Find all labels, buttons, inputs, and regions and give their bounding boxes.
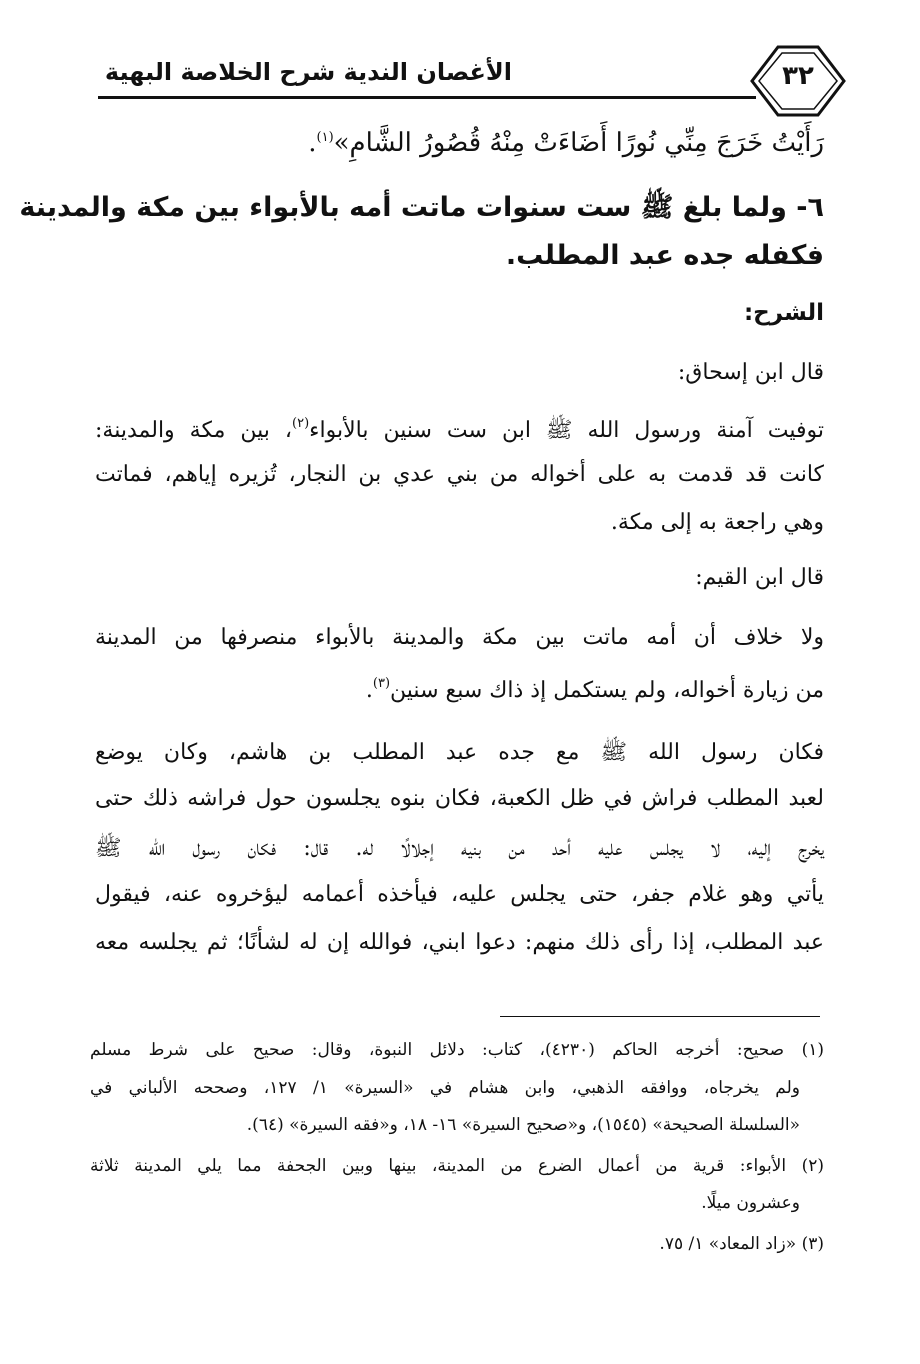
paragraph-line: عبد المطلب، إذا رأى ذلك منهم: دعوا ابني، فوالله إن له لشأنًا؛ ثم يجلسه معه <box>95 930 824 955</box>
verse-text: رَأَيْتُ خَرَجَ مِنِّي نُورًا أَضَاءَتْ مِنْهُ قُصُورُ الشَّامِ» <box>333 128 824 158</box>
footnote-ref-3[interactable]: (٣) <box>372 676 391 691</box>
book-title: الأغصان الندية شرح الخلاصة البهية <box>104 58 512 86</box>
footnote-ref-2[interactable]: (٢) <box>292 416 310 431</box>
verse-end: . <box>308 128 317 158</box>
paragraph-line: فكان رسول الله ﷺ مع جده عبد المطلب بن هاشم، وكان يوضع <box>95 740 824 765</box>
quote2-line-2 <box>366 676 824 703</box>
footnote-separator <box>500 1016 820 1017</box>
footnote-2-line-2: وعشرون ميلًا. <box>701 1193 800 1213</box>
footnote-3-line-1: (٣) «زاد المعاد» ١/ ٧٥. <box>659 1234 824 1254</box>
paragraph-line: لعبد المطلب فراش في ظل الكعبة، فكان بنوه يجلسون حول فراشه ذلك حتى <box>95 786 824 811</box>
verse-line <box>308 128 824 158</box>
quote1-line-1-text: توفيت آمنة ورسول الله ﷺ ابن ست سنين بالأبواء <box>309 418 824 443</box>
quote2-line-1: ولا خلاف أن أمه ماتت بين مكة والمدينة بالأبواء منصرفها من المدينة <box>95 625 824 650</box>
quote1-line-2: كانت قد قدمت به على أخواله من بني عدي بن النجار، تُزيره إياهم، فماتت <box>95 462 824 487</box>
footnote-1-line-3: «السلسلة الصحيحة» (١٥٤٥)، و«صحيح السيرة» ١٦- ١٨، و«فقه السيرة» (٦٤). <box>246 1115 800 1135</box>
quote2-line-2-end: . <box>365 678 373 703</box>
footnote-2-line-1: (٢) الأبواء: قرية من أعمال الضرع من المدينة، بينها وبين الجحفة مما يلي المدينة ثلاثة <box>90 1156 824 1176</box>
quote1-line-1-end: ، بين مكة والمدينة: <box>95 418 293 443</box>
footnote-ref-1[interactable]: (١) <box>316 130 334 145</box>
paragraph-line: يخرج إليه، لا يجلس عليه أحد من بنيه إجلالًا له. قال: فكان رسول الله ﷺ <box>95 836 824 861</box>
quote2-line-2-text: من زيارة أخواله، ولم يستكمل إذ ذاك سبع سنين <box>390 678 824 703</box>
quote-label-ibn-alqayyim: قال ابن القيم: <box>695 565 824 590</box>
matn-heading-line-2: فكفله جده عبد المطلب. <box>505 240 824 271</box>
quote1-line-3: وهي راجعة به إلى مكة. <box>610 510 824 535</box>
footnote-1-line-1: (١) صحيح: أخرجه الحاكم (٤٢٣٠)، كتاب: دلائل النبوة، وقال: صحيح على شرط مسلم <box>90 1040 824 1060</box>
footnote-1-line-2: ولم يخرجاه، ووافقه الذهبي، وابن هشام في «السيرة» ١/ ١٢٧، وصححه الألباني في <box>90 1078 800 1098</box>
paragraph-line: يأتي وهو غلام جفر، حتى يجلس عليه، فيأخذه أعمامه ليؤخروه عنه، فيقول <box>95 882 824 907</box>
page-number: ٣٢ <box>782 61 814 91</box>
quote-label-ibn-ishaq: قال ابن إسحاق: <box>677 360 824 385</box>
header-rule <box>98 96 756 99</box>
quote1-line-1 <box>95 416 824 448</box>
matn-heading-line-1: ٦- ولما بلغ ﷺ ست سنوات ماتت أمه بالأبواء بين مكة والمدينة <box>19 192 824 223</box>
section-label: الشرح: <box>743 300 824 326</box>
running-header <box>0 36 920 120</box>
